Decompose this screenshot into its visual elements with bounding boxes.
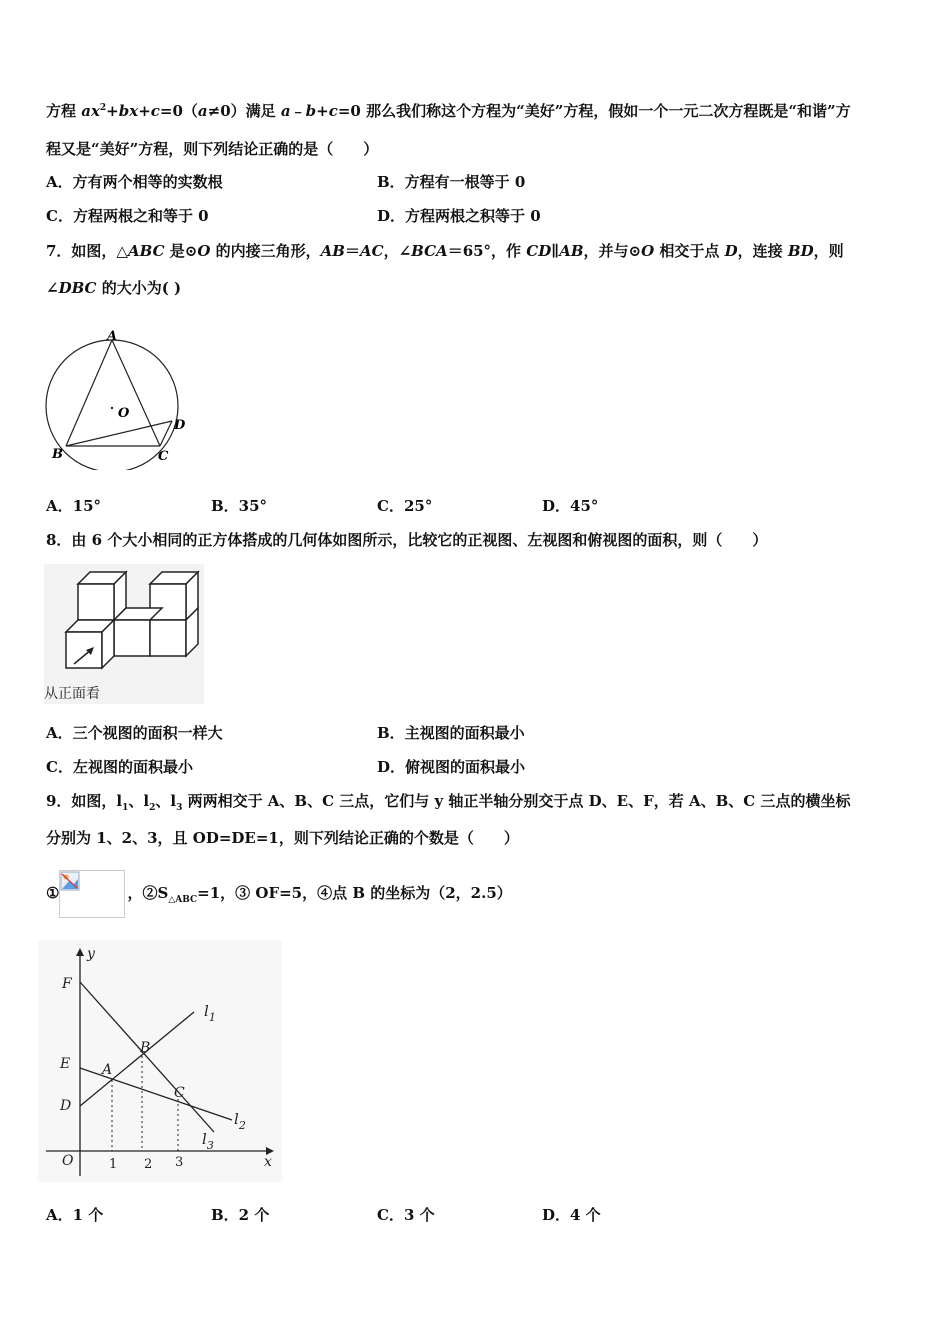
label-o: O (118, 406, 130, 421)
cube-front-face (150, 620, 186, 656)
q6-option-c[interactable]: C．方程两根之和等于 0 (46, 207, 209, 225)
q8-option-c[interactable]: C．左视图的面积最小 (46, 758, 193, 776)
cube-front-face (78, 584, 114, 620)
q6-option-d[interactable]: D．方程两根之积等于 0 (377, 207, 541, 225)
label-c: C (174, 1085, 185, 1101)
q6-option-b[interactable]: B．方程有一根等于 0 (377, 173, 526, 191)
q7-option-c[interactable]: C．25° (377, 497, 433, 515)
q9-line-1: 9．如图，$l_1$、$l_2$、$l_3$ 两两相交于 A、B、C 三点，它们与 y 轴正半轴分别交于点 D、E、F，若 A、B、C 三点的横坐标 (46, 792, 851, 813)
cube-front-face (114, 620, 150, 656)
q9-line-2: 分别为 1、2、3，且 OD=DE=1，则下列结论正确的个数是（ ） (46, 829, 519, 847)
label-a: A (107, 329, 118, 344)
q8-option-d[interactable]: D．俯视图的面积最小 (377, 758, 526, 776)
segment-cd (160, 421, 172, 446)
q7-option-d[interactable]: D．45° (542, 497, 599, 515)
view-caption: 从正面看 (44, 686, 100, 702)
label-l2: $l_2$ (234, 1110, 246, 1132)
label-f: F (62, 976, 72, 992)
label-l1: $l_1$ (204, 1002, 216, 1024)
cube-front-face (66, 632, 102, 668)
q9-option-d[interactable]: D．4 个 (542, 1206, 601, 1224)
q6-line-2: 程又是“美好”方程，则下列结论正确的是（ ） (46, 140, 379, 158)
tick-label-3: 3 (175, 1155, 184, 1170)
figure-background (38, 940, 282, 1182)
label-c: C (158, 449, 169, 464)
broken-image-icon (60, 871, 80, 891)
label-l3: $l_3$ (202, 1130, 214, 1152)
q8-line-1: 8．由 6 个大小相同的正方体搭成的几何体如图所示，比较它的正视图、左视图和俯视图的面积，则（ ） (46, 531, 768, 549)
segment-bd (66, 421, 172, 446)
q9-option-c[interactable]: C．3 个 (377, 1206, 435, 1224)
q7-line-2: ∠DBC 的大小为( ) (46, 279, 182, 297)
q8-cube-figure (44, 564, 204, 704)
label-a: A (102, 1062, 113, 1078)
q9-option-a[interactable]: A．1 个 (46, 1206, 104, 1224)
broken-image-placeholder (59, 870, 125, 918)
cube-drawing (44, 564, 204, 704)
label-o: O (62, 1153, 74, 1169)
label-e: E (60, 1056, 71, 1072)
q9-coordinate-figure (38, 940, 282, 1182)
q9-line-3: ① ，$②S_{\triangle ABC}=1$，③ OF=5，④点 B 的坐标为（2，2.5） (46, 870, 512, 918)
tick-label-2: 2 (144, 1157, 153, 1172)
center-point (111, 407, 113, 409)
q8-option-b[interactable]: B．主视图的面积最小 (377, 724, 525, 742)
label-d: D (174, 418, 186, 433)
q7-option-b[interactable]: B．35° (211, 497, 268, 515)
q9-option-b[interactable]: B．2 个 (211, 1206, 270, 1224)
label-b: B (52, 447, 63, 462)
q7-circle-figure (44, 322, 204, 470)
q7-line-1: 7．如图，△ABC 是⊙O 的内接三角形，AB＝AC，∠BCA＝65°，作 CD∥AB，并与⊙O 相交于点 D，连接 BD，则 (46, 242, 844, 260)
label-y: y (87, 946, 95, 962)
label-x: x (264, 1154, 272, 1170)
tick-label-1: 1 (109, 1157, 118, 1172)
label-b: B (140, 1040, 151, 1056)
q8-option-a[interactable]: A．三个视图的面积一样大 (46, 724, 223, 742)
q7-option-a[interactable]: A．15° (46, 497, 102, 515)
segment-ab (66, 340, 112, 446)
q6-line-1: 方程 $ax^2+bx+c=0(a\ne 0)$满足 a﹣b+c=0 那么我们称这个方程为“美好”方程，假如一个一元二次方程既是“和谐”方 (46, 102, 851, 120)
label-d: D (60, 1098, 72, 1114)
q6-option-a[interactable]: A．方有两个相等的实数根 (46, 173, 223, 191)
